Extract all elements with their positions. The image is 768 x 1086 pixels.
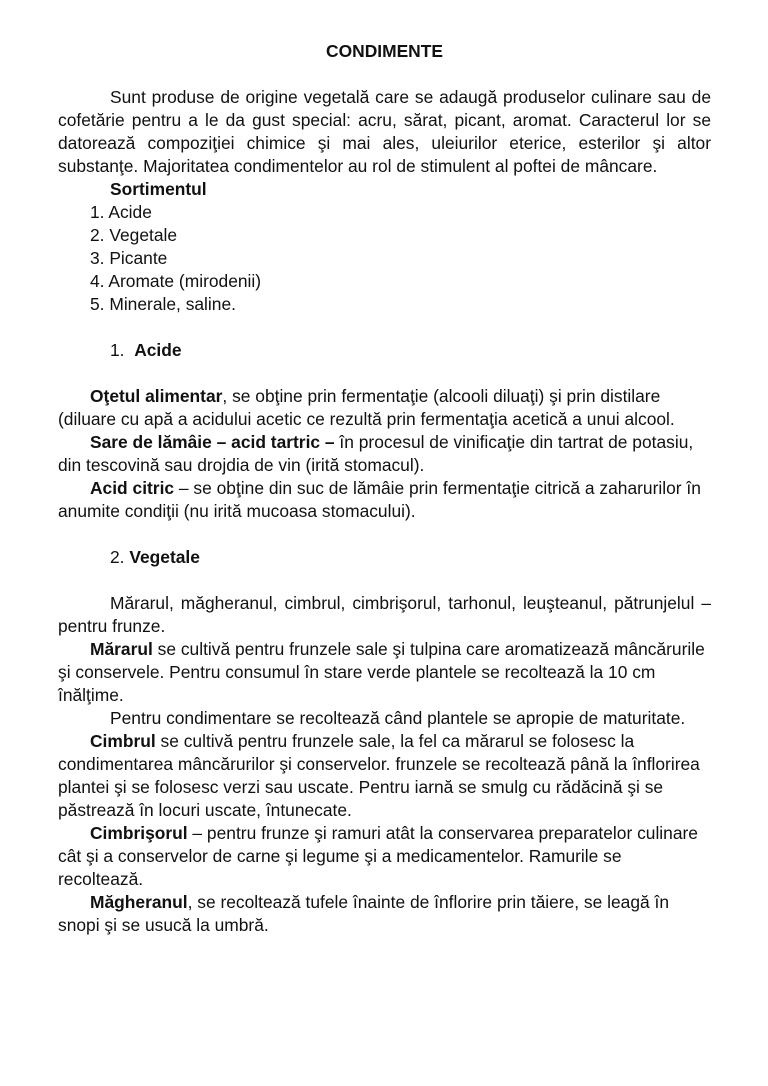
entry-cimbrisorul [58,822,711,891]
entry-term: Mărarul [90,639,153,659]
list-item: 1. Acide [90,202,152,222]
entry-text: , se recoltează tufele înainte de înflorire prin tăiere, se leagă în snopi şi se usucă la umbră. [58,892,670,935]
entry-text: se cultivă pentru frunzele sale, la fel ca mărarul se folosesc la condimentarea mâncărurilor şi conservelor. frunzele se recoltează până la înflorirea plantei şi se folosesc verzi sau uscate. Pentru iarnă se smulg cu rădăcină şi se păstrează în locuri uscate, întunecate. [58,731,700,820]
entry-text: în procesul de vinificaţie din tartrat de potasiu, din tescovină sau drojdia de vin (irită stomacul). [58,432,694,475]
entry-text: se cultivă pentru frunzele sale şi tulpina care aromatizează mâncărurile şi conservele. Pentru consumul în stare verde plantele se recoltează la 10 cm înălţime. [58,639,705,705]
entry-text: – se obţine din suc de lămâie prin fermentaţie citrică a zaharurilor în anumite condiţii (nu irită mucoasa stomacului). [58,478,701,521]
entry-text: , se obţine prin fermentaţie (alcooli diluaţi) şi prin distilare (diluare cu apă a acidului acetic ce rezultă prin fermentaţia acetică a unui alcool. [58,386,675,429]
list-item: 5. Minerale, saline. [90,294,236,314]
section-1-title: Acide [134,340,182,360]
list-item: 3. Picante [90,248,168,268]
entry-term: Cimbrul [90,731,156,751]
entry-magheranul [58,891,711,937]
section-2-heading [58,546,711,569]
entry-term: Acid citric [90,478,175,498]
document-page [58,40,711,937]
sortiment-list [58,201,711,316]
section-1-number: 1. [110,340,125,360]
entry-term: Măgheranul [90,892,188,912]
entry-mararul [58,638,711,707]
section-1-heading [58,339,711,362]
section-2-number: 2. [110,547,125,567]
entry-sare-lamaie [58,431,711,477]
entry-term: Cimbrişorul [90,823,188,843]
list-item: 2. Vegetale [90,225,178,245]
entry-term: Sare de lămâie – acid tartric – [90,432,335,452]
section-2-title: Vegetale [129,547,200,567]
entry-text: – pentru frunze şi ramuri atât la conservarea preparatelor culinare cât şi a conservelor de carne şi legume şi a medicamentelor. Ramurile se recoltează. [58,823,698,889]
entry-cimbrul [58,730,711,822]
entry-term: Oţetul alimentar [90,386,223,406]
sortiment-heading: Sortimentul [110,179,207,199]
section-2-intro: Mărarul, măgheranul, cimbrul, cimbrişorul, tarhonul, leuşteanul, pătrunjelul – pentru frunze. [58,593,711,636]
intro-paragraph: Sunt produse de origine vegetală care se adaugă produselor culinare sau de cofetărie pentru a le da gust special: acru, sărat, picant, aromat. Caracterul lor se datorează compoziţiei chimice şi mai ales, uleiurilor eterice, esterilor şi altor substanţe. Majoritatea condimentelor au rol de stimulent al poftei de mâncare. [58,87,711,176]
document-title: CONDIMENTE [326,41,443,61]
entry-otet [58,385,711,431]
list-item: 4. Aromate (mirodenii) [90,271,262,291]
entry-condimentare: Pentru condimentare se recoltează când plantele se apropie de maturitate. [110,708,686,728]
entry-acid-citric [58,477,711,523]
